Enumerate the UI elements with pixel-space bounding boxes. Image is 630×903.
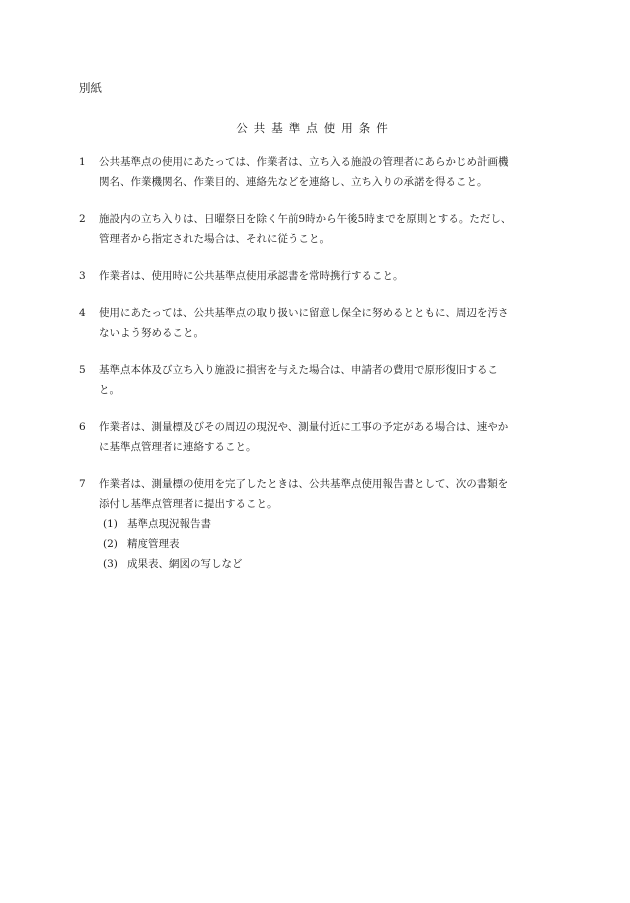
attachment-list	[99, 514, 559, 574]
attachment-number: (3)	[103, 558, 118, 570]
condition-number: 5	[79, 364, 86, 376]
condition-text: 基準点本体及び立ち入り施設に損害を与えた場合は、申請者の費用で原形復旧するこ と。	[99, 364, 498, 396]
condition-number: 4	[79, 307, 86, 319]
condition-text: 施設内の立ち入りは、日曜祭日を除く午前9時から午後5時までを原則とする。ただし、 管理者から指定された場合は、それに従うこと。	[99, 213, 512, 245]
page-title: 公共基準点使用条件	[236, 121, 394, 135]
condition-item	[79, 209, 559, 249]
attachment-text: 精度管理表	[127, 538, 180, 550]
condition-number: 2	[79, 213, 86, 225]
condition-item	[79, 266, 559, 286]
conditions-list	[79, 152, 559, 591]
condition-item	[79, 303, 559, 343]
attachment-label: 別紙	[79, 81, 102, 95]
attachment-item	[99, 554, 559, 574]
condition-text: 作業者は、測量標の使用を完了したときは、公共基準点使用報告書として、次の書類を 添付し基準点管理者に提出すること。	[99, 478, 509, 510]
condition-text: 使用にあたっては、公共基準点の取り扱いに留意し保全に努めるとともに、周辺を汚さ ないよう努めること。	[99, 307, 509, 339]
condition-number: 1	[79, 156, 86, 168]
condition-number: 7	[79, 478, 86, 490]
condition-number: 6	[79, 421, 86, 433]
condition-item	[79, 152, 559, 192]
condition-text: 公共基準点の使用にあたっては、作業者は、立ち入る施設の管理者にあらかじめ計画機 関名、作業機関名、作業目的、連絡先などを連絡し、立ち入りの承諾を得ること。	[99, 156, 509, 188]
attachment-item	[99, 534, 559, 554]
condition-text: 作業者は、測量標及びその周辺の現況や、測量付近に工事の予定がある場合は、速やか に基準点管理者に連絡すること。	[99, 421, 509, 453]
attachment-number: (1)	[103, 518, 118, 530]
attachment-number: (2)	[103, 538, 118, 550]
condition-item	[79, 417, 559, 457]
condition-number: 3	[79, 270, 86, 282]
attachment-text: 基準点現況報告書	[127, 518, 211, 530]
condition-item	[79, 360, 559, 400]
attachment-item	[99, 514, 559, 534]
condition-item	[79, 474, 559, 574]
attachment-text: 成果表、網図の写しなど	[127, 558, 243, 570]
condition-text: 作業者は、使用時に公共基準点使用承認書を常時携行すること。	[99, 270, 404, 282]
